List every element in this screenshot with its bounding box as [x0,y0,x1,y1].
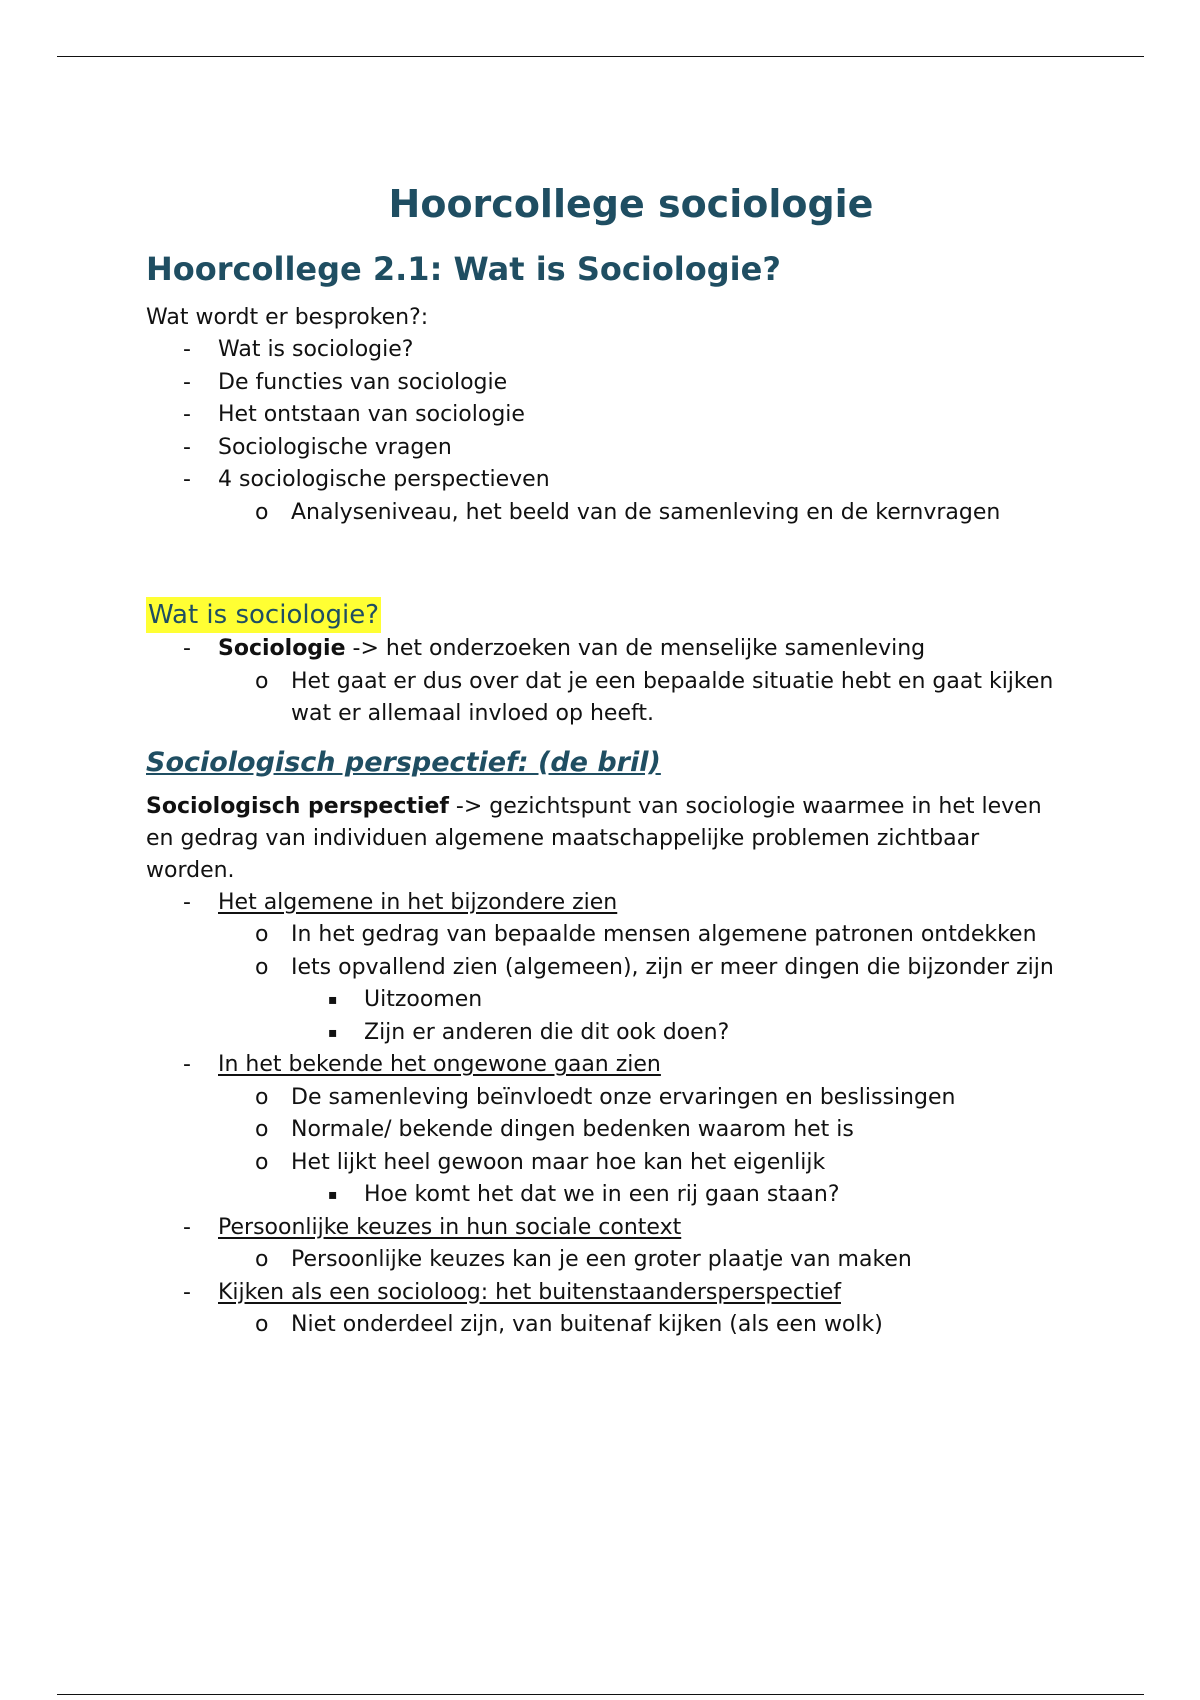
header-rule [57,56,1144,57]
highlight-heading-wrapper [146,597,1066,633]
dash-bullet: - [183,402,191,427]
term-bold: Sociologisch perspectief [146,793,449,819]
lecture-heading: Hoorcollege 2.1: Wat is Sociologie? [146,250,781,288]
perspective-heading: Sociologisch perspectief: (de bril) [146,746,661,778]
list-item [146,1277,1066,1310]
list-item [146,334,1066,367]
dash-bullet: - [183,1052,191,1077]
dash-bullet: - [183,434,191,460]
list-item [146,399,1066,432]
dash-bullet: - [183,1214,191,1240]
list-subitem [146,1309,1066,1342]
underlined-item-text: Kijken als een socioloog: het buitenstaandersperspectief [218,1279,841,1305]
definition-text: -> gezichtspunt van sociologie waarmee in het leven en gedrag van individuen algemene maatschappelijke problemen zichtbaar worden. [146,793,1042,883]
document-page [146,178,1066,1342]
list-item-text: Sociologische vragen [218,434,452,460]
definition-text: -> het onderzoeken van de menselijke samenleving [345,636,926,661]
list-item [146,633,1066,666]
list-item-text: Uitzoomen [364,987,483,1012]
footer-rule [57,1694,1144,1695]
dash-bullet: - [183,337,191,362]
highlighted-section-heading: Wat is sociologie? [146,597,381,633]
dash-bullet: - [183,467,191,492]
list-item [146,1212,1066,1245]
list-item [146,432,1066,465]
list-subitem [146,497,1066,530]
list-item-text: Hoe komt het dat we in een rij gaan staan? [364,1182,840,1207]
list-item-text: Iets opvallend zien (algemeen), zijn er meer dingen die bijzonder zijn [291,954,1054,980]
list-item-text: Analyseniveau, het beeld van de samenleving en de kernvragen [291,499,1001,525]
list-item-text: Het lijkt heel gewoon maar hoe kan het eigenlijk [291,1149,826,1175]
list-subitem [146,666,1066,731]
list-subsubitem [146,984,1066,1017]
list-subsubitem [146,1179,1066,1212]
dash-bullet: - [183,636,191,661]
list-subsubitem [146,1017,1066,1050]
underlined-item-text: Het algemene in het bijzondere zien [218,889,618,915]
circle-bullet: o [255,668,269,694]
dash-bullet: - [183,1279,191,1305]
list-item-text: De functies van sociologie [218,369,508,395]
list-item-text: 4 sociologische perspectieven [218,467,550,492]
circle-bullet: o [255,1312,269,1337]
list-item-text: Wat is sociologie? [218,337,414,362]
circle-bullet: o [255,1084,269,1110]
dash-bullet: - [183,889,191,915]
term-bold: Sociologie [218,636,346,661]
circle-bullet: o [255,1149,269,1175]
list-item-text: Persoonlijke keuzes kan je een groter plaatje van maken [291,1247,912,1272]
list-subitem [146,919,1066,952]
list-subitem [146,1082,1066,1115]
circle-bullet: o [255,922,269,947]
list-item-text: Het gaat er dus over dat je een bepaalde situatie hebt en gaat kijken wat er allemaal invloed op heeft. [291,668,1054,726]
list-item-text: Niet onderdeel zijn, van buitenaf kijken (als een wolk) [291,1312,883,1337]
list-item-text: Zijn er anderen die dit ook doen? [364,1019,730,1045]
list-item-text: In het gedrag van bepaalde mensen algemene patronen ontdekken [291,922,1037,947]
perspective-definition [146,791,1066,887]
square-bullet: ▪ [328,1187,338,1203]
list-item [146,887,1066,920]
list-item-text: Normale/ bekende dingen bedenken waarom het is [291,1117,854,1142]
circle-bullet: o [255,954,269,980]
perspective-list [146,887,1066,1342]
document-title: Hoorcollege sociologie [388,182,874,226]
circle-bullet: o [255,1247,269,1272]
underlined-item-text: Persoonlijke keuzes in hun sociale context [218,1214,682,1240]
topics-list [146,334,1066,529]
list-item [146,367,1066,400]
intro-text: Wat wordt er besproken?: [146,305,429,330]
circle-bullet: o [255,499,269,525]
list-subitem [146,1147,1066,1180]
underlined-item-text: In het bekende het ongewone gaan zien [218,1052,661,1077]
circle-bullet: o [255,1117,269,1142]
definition-list [146,633,1066,731]
list-item [146,1049,1066,1082]
list-subitem [146,1114,1066,1147]
dash-bullet: - [183,369,191,395]
list-item [146,464,1066,497]
square-bullet: ▪ [328,992,338,1008]
list-item-text: De samenleving beïnvloedt onze ervaringen en beslissingen [291,1084,956,1110]
list-item-text: Het ontstaan van sociologie [218,402,525,427]
list-subitem [146,952,1066,985]
list-subitem [146,1244,1066,1277]
square-bullet: ▪ [328,1024,338,1041]
